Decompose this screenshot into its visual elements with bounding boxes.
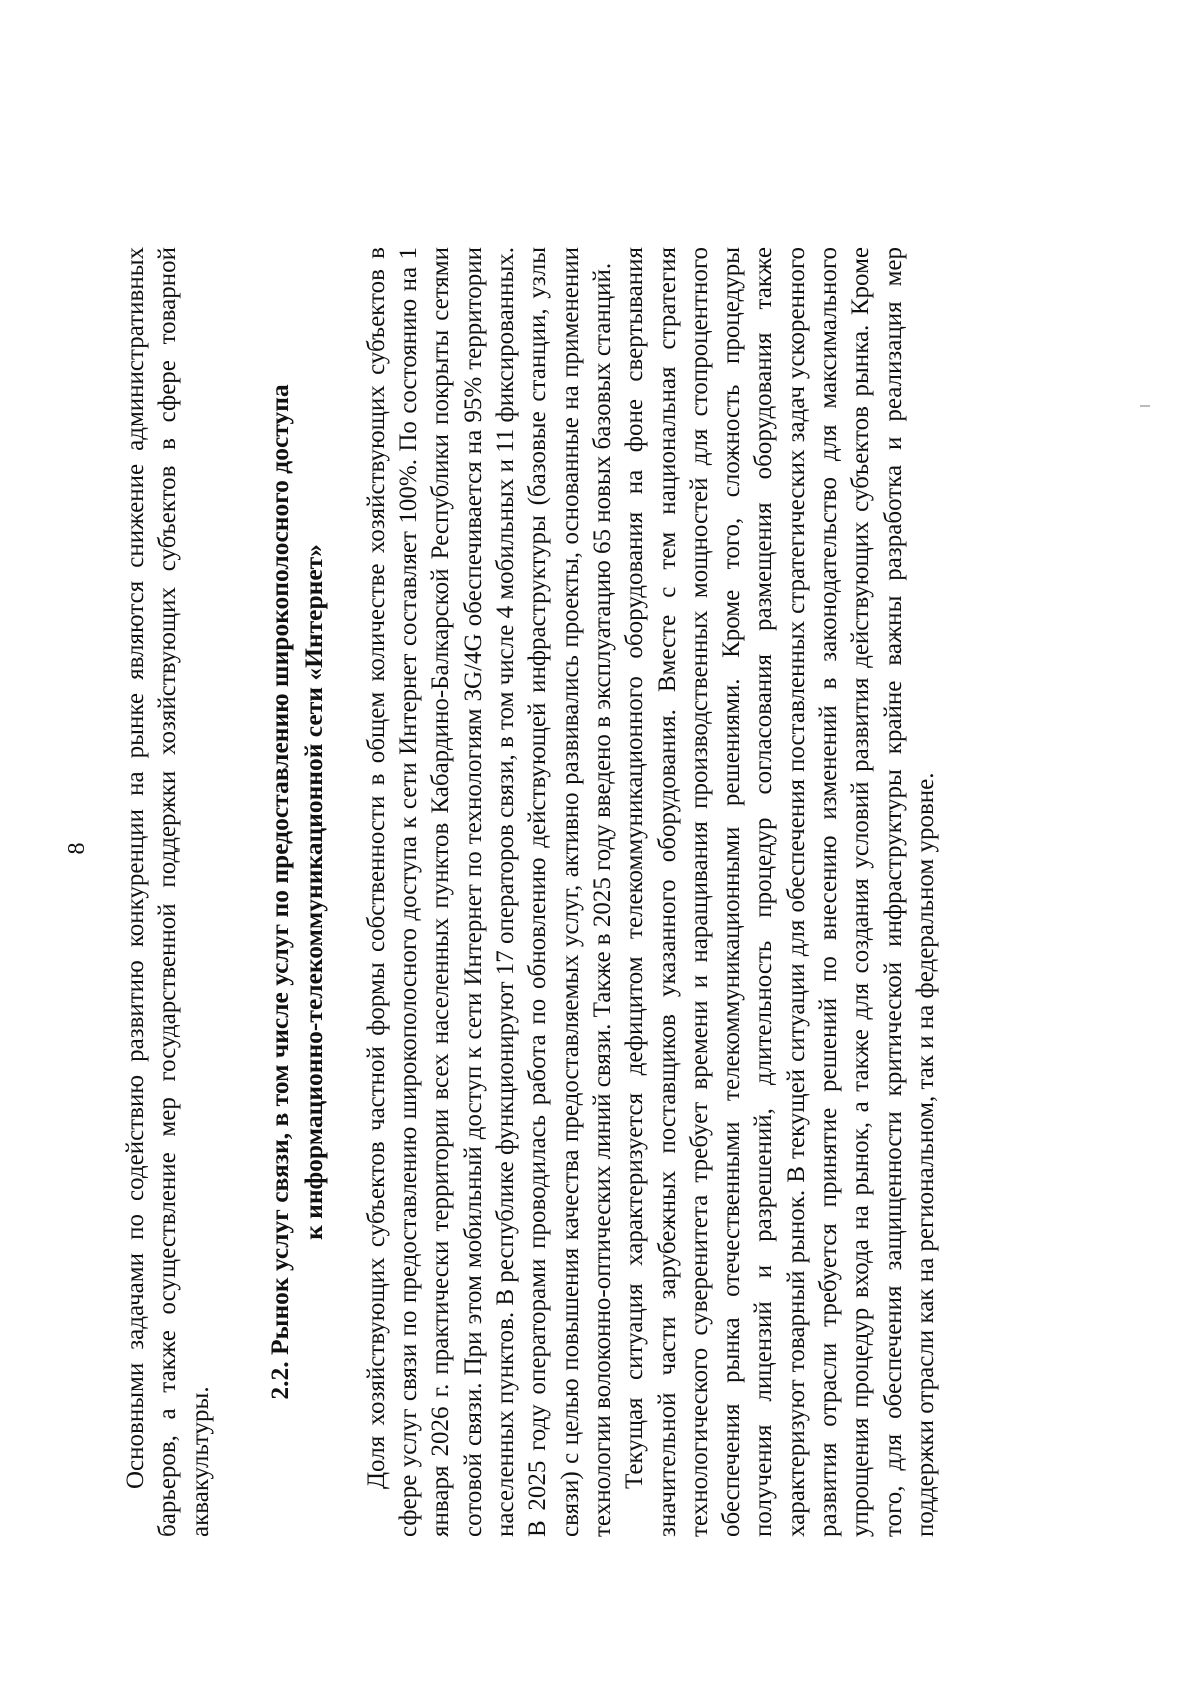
intro-paragraph: Основными задачами по содействию развитию конкуренции на рынке являются снижение административных барьеров, а также осуществление мер государственной поддержки хозяйствующих субъектов в сфере товарной аквакультуры. [122, 247, 214, 1537]
section-heading [263, 247, 331, 1537]
scan-artifact-mark [1140, 405, 1150, 407]
page-number: 8 [64, 842, 90, 855]
section-heading-line-2: к информационно-телекоммуникационной сети «Интернет» [298, 544, 328, 1240]
section-heading-line-1: 2.2. Рынок услуг связи, в том числе услуг по предоставлению широкополосного доступа [264, 384, 294, 1400]
body-paragraph-current-situation: Текущая ситуация характеризуется дефицитом телекоммуникационного оборудования на фоне свертывания значительной части зарубежных поставщиков указанного оборудования. Вместе с тем национальная стратегия технологического суверенитета требует времени и наращивания производственных мощностей для стопроцентного обеспечения рынка отечественными телекоммуникационными решениями. Кроме того, сложность процедуры получения лицензий и разрешений, длительность процедур согласования размещения оборудования также характеризуют товарный рынок. В текущей ситуации для обеспечения поставленных стратегических задач ускоренного развития отрасли требуется принятие решений по внесению изменений в законодательство для максимального упрощения процедур входа на рынок, а также для создания условий развития действующих субъектов рынка. Кроме того, для обеспечения защищенности критической инфраструктуры крайне важны разработка и реализация мер поддержки отрасли как на региональном, так и на федеральном уровне. [621, 247, 939, 1537]
body-paragraph-market-share: Доля хозяйствующих субъектов частной формы собственности в общем количестве хозяйствующих субъектов в сфере услуг связи по предоставлению широкополосного доступа к сети Интернет составляет 100%. По состоянию на 1 января 2026 г. практически территории всех населенных пунктов Кабардино-Балкарской Республики покрыты сетями сотовой связи. При этом мобильный доступ к сети Интернет по технологиям 3G/4G обеспечивается на 95% территории населенных пунктов. В республике функционируют 17 операторов связи, в том числе 4 мобильных и 11 фиксированных. В 2025 году операторами проводилась работа по обновлению действующей инфраструктуры (базовые станции, узлы связи) с целью повышения качества предоставляемых услуг, активно развивались проекты, основанные на применении технологии волоконно-оптических линий связи. Также в 2025 году введено в эксплуатацию 65 новых базовых станций. [362, 247, 616, 1537]
document-body [120, 247, 942, 1537]
